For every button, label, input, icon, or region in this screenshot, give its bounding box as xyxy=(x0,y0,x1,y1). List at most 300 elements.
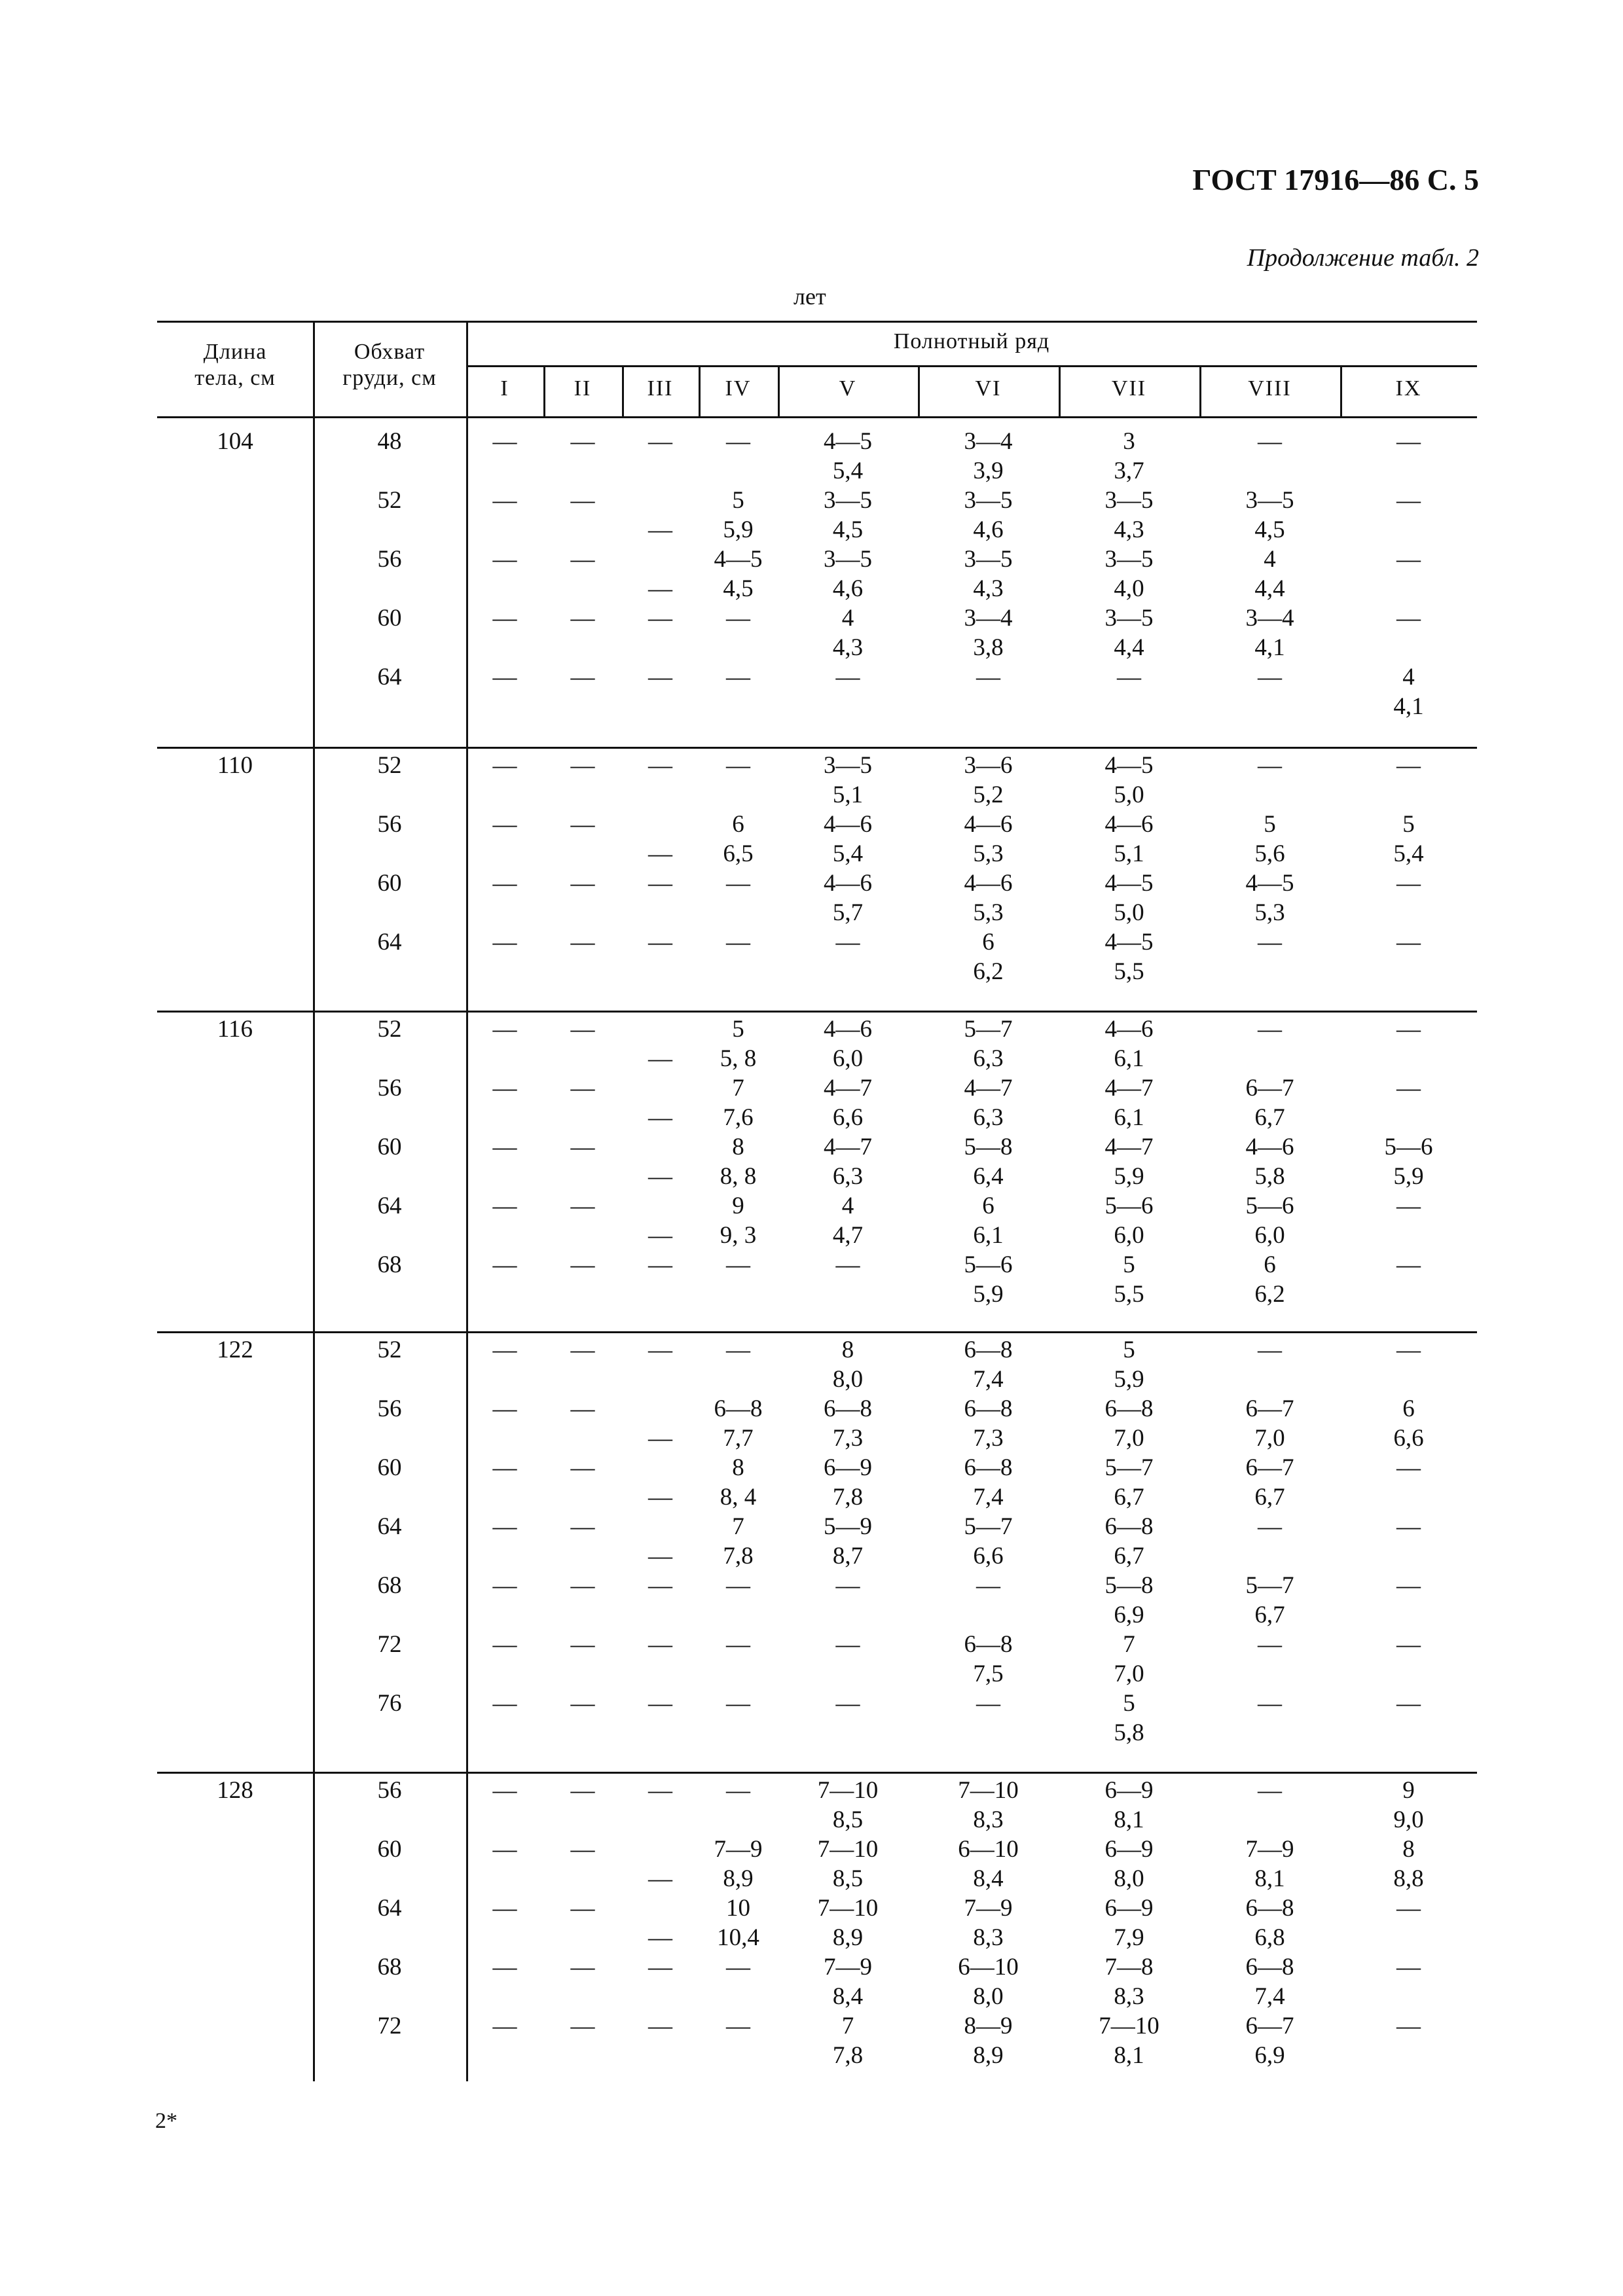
cell-VIII-line: 5,8 xyxy=(1254,1163,1285,1190)
cell-IX-line: — xyxy=(1396,1690,1421,1717)
cell-VII-line: 5,8 xyxy=(1114,1719,1144,1746)
chest-value: 72 xyxy=(377,1631,402,1658)
cell-IX-line: — xyxy=(1396,1336,1421,1363)
col-header-body-length-line: тела, см xyxy=(194,366,276,390)
cell-V-line: 7 xyxy=(841,2013,854,2039)
cell-II-line: — xyxy=(570,1016,595,1043)
chest-value: 60 xyxy=(377,1134,402,1160)
cell-VII-line: 3,7 xyxy=(1114,457,1144,484)
cell-V-line: 4—7 xyxy=(824,1075,872,1102)
col-header-body-length-line: Длина xyxy=(203,340,267,364)
cell-IV-line: — xyxy=(726,1572,750,1599)
cell-V-line: 6,3 xyxy=(832,1163,864,1190)
cell-I-line: — xyxy=(492,1336,517,1363)
cell-IV-line: 4—5 xyxy=(714,546,763,573)
cell-VIII-line: 3—4 xyxy=(1245,605,1294,632)
cell-VI-line: 6,3 xyxy=(973,1104,1004,1131)
cell-VI-line: 6,1 xyxy=(973,1222,1004,1249)
table-top-rule xyxy=(157,321,1477,323)
col-header-chest-line: груди, см xyxy=(342,366,437,390)
cell-IV-line: 8, 4 xyxy=(720,1484,757,1511)
cell-IX-line: 9 xyxy=(1402,1777,1415,1804)
cell-VIII-line: 6—7 xyxy=(1245,2013,1294,2039)
cell-V-line: 3—5 xyxy=(824,487,872,514)
cell-VIII-line: 4,1 xyxy=(1254,634,1285,661)
cell-V-line: 7—10 xyxy=(817,1777,879,1804)
series-header-V: V xyxy=(839,376,857,401)
cell-VIII-line: 6—8 xyxy=(1245,1895,1294,1922)
cell-IV-line: — xyxy=(726,929,750,956)
cell-IV-line: — xyxy=(726,1631,750,1658)
col-header-fullness-series: Полнотный ряд xyxy=(893,329,1050,353)
series-header-II: II xyxy=(574,376,592,401)
cell-V-line: 4—6 xyxy=(824,1016,872,1043)
cell-V-line: — xyxy=(835,1631,860,1658)
cell-VII-line: 4,0 xyxy=(1114,575,1144,602)
page-header-title: ГОСТ 17916—86 С. 5 xyxy=(1192,163,1479,196)
cell-VI-line: 6—10 xyxy=(958,1836,1019,1863)
age-caption: лет xyxy=(793,283,826,310)
cell-IV-line: — xyxy=(726,2013,750,2039)
cell-VIII-line: — xyxy=(1258,664,1282,691)
cell-VII-line: 6,9 xyxy=(1114,1602,1144,1628)
cell-I-line: — xyxy=(492,1134,517,1160)
cell-VI-line: — xyxy=(976,664,1000,691)
cell-II-line: — xyxy=(570,1075,595,1102)
cell-VII-line: 4,4 xyxy=(1114,634,1144,661)
cell-V-line: 4—6 xyxy=(824,870,872,897)
cell-VI-line: 6,2 xyxy=(973,958,1004,985)
cell-IV-line: — xyxy=(726,664,750,691)
cell-VII-line: 6—9 xyxy=(1104,1895,1154,1922)
cell-VIII-line: 7,4 xyxy=(1254,1983,1285,2010)
cell-II-line: — xyxy=(570,605,595,632)
cell-VII-line: 6,1 xyxy=(1114,1045,1144,1072)
cell-III-line: — xyxy=(648,1045,672,1072)
cell-V-line: 6—8 xyxy=(824,1395,872,1422)
cell-II-line: — xyxy=(570,811,595,838)
cell-VII-line: 6,1 xyxy=(1114,1104,1144,1131)
cell-VI-line: 5—8 xyxy=(964,1134,1013,1160)
cell-I-line: — xyxy=(492,811,517,838)
cell-IV-line: — xyxy=(726,752,750,779)
cell-VIII-line: 5,3 xyxy=(1254,899,1285,926)
cell-VI-line: 6,4 xyxy=(973,1163,1004,1190)
group-divider xyxy=(466,418,468,742)
cell-II-line: — xyxy=(570,1395,595,1422)
chest-value: 52 xyxy=(377,752,402,779)
cell-VII-line: 5,9 xyxy=(1114,1163,1144,1190)
cell-VIII-line: — xyxy=(1258,1777,1282,1804)
cell-VIII-line: 5—7 xyxy=(1245,1572,1294,1599)
cell-VII-line: 5,5 xyxy=(1114,958,1144,985)
cell-I-line: — xyxy=(492,1251,517,1278)
group-separator-rule xyxy=(157,747,1477,749)
cell-I-line: — xyxy=(492,752,517,779)
cell-VI-line: 4,6 xyxy=(973,516,1004,543)
cell-VI-line: 8,3 xyxy=(973,1806,1004,1833)
cell-IV-line: 5, 8 xyxy=(720,1045,757,1072)
cell-VII-line: 6,7 xyxy=(1114,1543,1144,1570)
chest-value: 72 xyxy=(377,2013,402,2039)
page-footer-mark: 2* xyxy=(155,2109,177,2133)
series-header-VI: VI xyxy=(975,376,1002,401)
cell-IV-line: 10 xyxy=(726,1895,750,1922)
cell-VII-line: 4,3 xyxy=(1114,516,1144,543)
cell-VI-line: 5—6 xyxy=(964,1251,1013,1278)
cell-VII-line: 5 xyxy=(1123,1690,1135,1717)
cell-VI-line: 5,3 xyxy=(973,840,1004,867)
cell-IV-line: 7,6 xyxy=(723,1104,754,1131)
cell-VI-line: 3,9 xyxy=(973,457,1004,484)
cell-VII-line: 7 xyxy=(1123,1631,1135,1658)
chest-value: 56 xyxy=(377,811,402,838)
cell-II-line: — xyxy=(570,1777,595,1804)
cell-VIII-line: 6—7 xyxy=(1245,1075,1294,1102)
cell-VII-line: 6,0 xyxy=(1114,1222,1144,1249)
cell-VII-line: 4—7 xyxy=(1104,1075,1154,1102)
cell-VII-line: 8,3 xyxy=(1114,1983,1144,2010)
cell-VII-line: 6—9 xyxy=(1104,1777,1154,1804)
cell-IX-line: 8,8 xyxy=(1393,1865,1424,1892)
cell-II-line: — xyxy=(570,664,595,691)
cell-VIII-line: — xyxy=(1258,1631,1282,1658)
cell-VII-line: 7,0 xyxy=(1114,1660,1144,1687)
cell-VI-line: 7—9 xyxy=(964,1895,1013,1922)
cell-V-line: 7—10 xyxy=(817,1836,879,1863)
cell-VI-line: 6—8 xyxy=(964,1395,1013,1422)
cell-VI-line: 6,6 xyxy=(973,1543,1004,1570)
chest-value: 68 xyxy=(377,1251,402,1278)
cell-IV-line: — xyxy=(726,1251,750,1278)
cell-V-line: 7—10 xyxy=(817,1895,879,1922)
cell-VIII-line: 6,8 xyxy=(1254,1924,1285,1951)
cell-VII-line: 6—8 xyxy=(1104,1395,1154,1422)
cell-V-line: 8,9 xyxy=(832,1924,864,1951)
body-length-value: 104 xyxy=(217,428,253,455)
cell-VIII-line: 4,5 xyxy=(1254,516,1285,543)
cell-V-line: 8,5 xyxy=(832,1806,864,1833)
cell-VII-line: 8,1 xyxy=(1114,2042,1144,2069)
cell-III-line: — xyxy=(648,1543,672,1570)
cell-V-line: — xyxy=(835,1251,860,1278)
cell-VIII-line: 6—7 xyxy=(1245,1454,1294,1481)
header-sub-rule xyxy=(466,365,1477,367)
cell-IX-line: 9,0 xyxy=(1393,1806,1424,1833)
cell-V-line: 7,8 xyxy=(832,2042,864,2069)
cell-IV-line: 8, 8 xyxy=(720,1163,757,1190)
cell-III-line: — xyxy=(648,1104,672,1131)
cell-I-line: — xyxy=(492,1895,517,1922)
cell-IV-line: 7 xyxy=(732,1513,744,1540)
cell-IX-line: — xyxy=(1396,1251,1421,1278)
cell-II-line: — xyxy=(570,1572,595,1599)
cell-III-line: — xyxy=(648,1865,672,1892)
cell-III-line: — xyxy=(648,1484,672,1511)
cell-IX-line: — xyxy=(1396,929,1421,956)
body-length-value: 128 xyxy=(217,1777,253,1804)
cell-I-line: — xyxy=(492,1777,517,1804)
cell-IV-line: — xyxy=(726,1954,750,1981)
cell-IX-line: — xyxy=(1396,605,1421,632)
cell-VIII-line: 6,7 xyxy=(1254,1602,1285,1628)
cell-IV-line: 7 xyxy=(732,1075,744,1102)
chest-value: 52 xyxy=(377,487,402,514)
cell-IV-line: 6 xyxy=(732,811,744,838)
cell-V-line: 7,3 xyxy=(832,1425,864,1452)
cell-IV-line: 10,4 xyxy=(717,1924,759,1951)
cell-VII-line: 3—5 xyxy=(1104,546,1154,573)
cell-IV-line: 6,5 xyxy=(723,840,754,867)
cell-IX-line: — xyxy=(1396,428,1421,455)
cell-II-line: — xyxy=(570,487,595,514)
chest-value: 64 xyxy=(377,1895,402,1922)
cell-V-line: 4—7 xyxy=(824,1134,872,1160)
cell-I-line: — xyxy=(492,1954,517,1981)
chest-value: 52 xyxy=(377,1016,402,1043)
col-header-body-length xyxy=(157,339,313,391)
chest-value: 64 xyxy=(377,1193,402,1219)
cell-III-line: — xyxy=(648,575,672,602)
cell-IV-line: 6—8 xyxy=(714,1395,763,1422)
cell-V-line: 7—9 xyxy=(824,1954,872,1981)
cell-VII-line: 5—8 xyxy=(1104,1572,1154,1599)
cell-V-line: 5,1 xyxy=(832,781,864,808)
cell-IX-line: — xyxy=(1396,1193,1421,1219)
cell-IX-line: 5 xyxy=(1402,811,1415,838)
cell-V-line: 8,4 xyxy=(832,1983,864,2010)
group-separator-rule xyxy=(157,1331,1477,1333)
cell-IX-line: — xyxy=(1396,1631,1421,1658)
cell-VIII-line: 6,7 xyxy=(1254,1104,1285,1131)
cell-V-line: 8 xyxy=(841,1336,854,1363)
cell-IX-line: — xyxy=(1396,1954,1421,1981)
cell-V-line: 4,7 xyxy=(832,1222,864,1249)
cell-III-line: — xyxy=(648,2013,672,2039)
cell-IX-line: 6 xyxy=(1402,1395,1415,1422)
cell-V-line: 5,4 xyxy=(832,840,864,867)
chest-value: 60 xyxy=(377,605,402,632)
cell-V-line: 7,8 xyxy=(832,1484,864,1511)
cell-II-line: — xyxy=(570,870,595,897)
cell-VI-line: 7,4 xyxy=(973,1366,1004,1393)
cell-II-line: — xyxy=(570,929,595,956)
cell-V-line: 4 xyxy=(841,1193,854,1219)
cell-III-line: — xyxy=(648,1777,672,1804)
cell-III-line: — xyxy=(648,1425,672,1452)
cell-VI-line: 3,8 xyxy=(973,634,1004,661)
cell-VIII-line: 6—8 xyxy=(1245,1954,1294,1981)
cell-VIII-line: 6,0 xyxy=(1254,1222,1285,1249)
cell-VI-line: 8,9 xyxy=(973,2042,1004,2069)
cell-III-line: — xyxy=(648,1924,672,1951)
cell-VIII-line: — xyxy=(1258,1513,1282,1540)
cell-VI-line: 7,4 xyxy=(973,1484,1004,1511)
chest-value: 56 xyxy=(377,1777,402,1804)
cell-VIII-line: 4—6 xyxy=(1245,1134,1294,1160)
chest-value: 64 xyxy=(377,929,402,956)
cell-VI-line: 3—4 xyxy=(964,428,1013,455)
cell-VIII-line: — xyxy=(1258,428,1282,455)
cell-V-line: 3—5 xyxy=(824,546,872,573)
cell-VII-line: 6—9 xyxy=(1104,1836,1154,1863)
cell-IX-line: — xyxy=(1396,752,1421,779)
cell-I-line: — xyxy=(492,1075,517,1102)
cell-VIII-line: 6,2 xyxy=(1254,1281,1285,1308)
cell-V-line: 4,5 xyxy=(832,516,864,543)
cell-II-line: — xyxy=(570,1251,595,1278)
cell-VIII-line: 8,1 xyxy=(1254,1865,1285,1892)
chest-value: 68 xyxy=(377,1954,402,1981)
cell-II-line: — xyxy=(570,1336,595,1363)
cell-V-line: 4 xyxy=(841,605,854,632)
cell-VI-line: 6 xyxy=(982,1193,994,1219)
cell-I-line: — xyxy=(492,1454,517,1481)
cell-VI-line: 5—7 xyxy=(964,1016,1013,1043)
cell-V-line: 8,7 xyxy=(832,1543,864,1570)
chest-value: 48 xyxy=(377,428,402,455)
cell-VII-line: 7—8 xyxy=(1104,1954,1154,1981)
series-header-III: III xyxy=(647,376,674,401)
cell-VI-line: 5—7 xyxy=(964,1513,1013,1540)
cell-III-line: — xyxy=(648,516,672,543)
cell-VI-line: 6,3 xyxy=(973,1045,1004,1072)
cell-VII-line: 4—5 xyxy=(1104,870,1154,897)
cell-VII-line: 3—5 xyxy=(1104,605,1154,632)
cell-VIII-line: 7—9 xyxy=(1245,1836,1294,1863)
cell-VI-line: 4—6 xyxy=(964,870,1013,897)
chest-value: 76 xyxy=(377,1690,402,1717)
cell-VII-line: 4—6 xyxy=(1104,811,1154,838)
cell-IV-line: — xyxy=(726,428,750,455)
cell-VII-line: 6,7 xyxy=(1114,1484,1144,1511)
cell-III-line: — xyxy=(648,605,672,632)
cell-I-line: — xyxy=(492,664,517,691)
cell-VI-line: 8,3 xyxy=(973,1924,1004,1951)
cell-VIII-line: — xyxy=(1258,1016,1282,1043)
cell-V-line: 6,0 xyxy=(832,1045,864,1072)
series-header-I: I xyxy=(500,376,509,401)
cell-V-line: 5—9 xyxy=(824,1513,872,1540)
chest-value: 56 xyxy=(377,1395,402,1422)
chest-value: 56 xyxy=(377,1075,402,1102)
cell-III-line: — xyxy=(648,664,672,691)
cell-VIII-line: — xyxy=(1258,1690,1282,1717)
cell-III-line: — xyxy=(648,840,672,867)
cell-III-line: — xyxy=(648,1631,672,1658)
cell-IX-line: — xyxy=(1396,870,1421,897)
cell-V-line: 6,6 xyxy=(832,1104,864,1131)
cell-IV-line: — xyxy=(726,870,750,897)
cell-II-line: — xyxy=(570,2013,595,2039)
cell-VIII-line: — xyxy=(1258,1336,1282,1363)
chest-value: 60 xyxy=(377,1836,402,1863)
cell-IV-line: 9, 3 xyxy=(720,1222,757,1249)
cell-III-line: — xyxy=(648,428,672,455)
cell-VII-line: 3—5 xyxy=(1104,487,1154,514)
cell-III-line: — xyxy=(648,752,672,779)
cell-VI-line: 4—7 xyxy=(964,1075,1013,1102)
cell-VI-line: 6—8 xyxy=(964,1454,1013,1481)
cell-IX-line: 5,9 xyxy=(1393,1163,1424,1190)
cell-IV-line: 9 xyxy=(732,1193,744,1219)
cell-I-line: — xyxy=(492,1572,517,1599)
cell-VII-line: 6—8 xyxy=(1104,1513,1154,1540)
cell-III-line: — xyxy=(648,1690,672,1717)
chest-value: 52 xyxy=(377,1336,402,1363)
cell-IX-line: 6,6 xyxy=(1393,1425,1424,1452)
cell-V-line: — xyxy=(835,1572,860,1599)
cell-VIII-line: 5,6 xyxy=(1254,840,1285,867)
cell-IV-line: 7,8 xyxy=(723,1543,754,1570)
cell-VII-line: 8,1 xyxy=(1114,1806,1144,1833)
cell-I-line: — xyxy=(492,1395,517,1422)
cell-VI-line: — xyxy=(976,1690,1000,1717)
cell-IX-line: 8 xyxy=(1402,1836,1415,1863)
cell-II-line: — xyxy=(570,546,595,573)
cell-I-line: — xyxy=(492,870,517,897)
cell-IX-line: — xyxy=(1396,546,1421,573)
cell-IX-line: 4,1 xyxy=(1393,693,1424,720)
cell-VIII-line: 6,7 xyxy=(1254,1484,1285,1511)
cell-VII-line: 7—10 xyxy=(1099,2013,1159,2039)
cell-IV-line: — xyxy=(726,1777,750,1804)
series-header-IX: IX xyxy=(1395,376,1422,401)
cell-II-line: — xyxy=(570,1454,595,1481)
cell-IX-line: — xyxy=(1396,1513,1421,1540)
cell-VI-line: 3—4 xyxy=(964,605,1013,632)
cell-III-line: — xyxy=(648,1336,672,1363)
cell-VII-line: 7,0 xyxy=(1114,1425,1144,1452)
cell-VI-line: 7,5 xyxy=(973,1660,1004,1687)
cell-IX-line: — xyxy=(1396,1454,1421,1481)
cell-VIII-line: 5 xyxy=(1264,811,1276,838)
cell-VI-line: 8,0 xyxy=(973,1983,1004,2010)
cell-I-line: — xyxy=(492,428,517,455)
cell-IX-line: — xyxy=(1396,487,1421,514)
chest-value: 56 xyxy=(377,546,402,573)
cell-II-line: — xyxy=(570,428,595,455)
cell-VII-line: 5,0 xyxy=(1114,899,1144,926)
cell-VII-line: 8,0 xyxy=(1114,1865,1144,1892)
cell-I-line: — xyxy=(492,1836,517,1863)
cell-V-line: 3—5 xyxy=(824,752,872,779)
cell-V-line: 4,3 xyxy=(832,634,864,661)
cell-II-line: — xyxy=(570,1836,595,1863)
cell-IV-line: 7,7 xyxy=(723,1425,754,1452)
cell-VI-line: 4,3 xyxy=(973,575,1004,602)
cell-III-line: — xyxy=(648,1251,672,1278)
cell-VIII-line: 6 xyxy=(1264,1251,1276,1278)
cell-VII-line: 5,0 xyxy=(1114,781,1144,808)
chest-value: 60 xyxy=(377,870,402,897)
cell-VII-line: 5 xyxy=(1123,1251,1135,1278)
cell-VII-line: 4—5 xyxy=(1104,752,1154,779)
cell-V-line: 5,4 xyxy=(832,457,864,484)
cell-III-line: — xyxy=(648,1954,672,1981)
cell-III-line: — xyxy=(648,1572,672,1599)
chest-value: 64 xyxy=(377,664,402,691)
cell-VII-line: 4—5 xyxy=(1104,929,1154,956)
cell-VIII-line: 6,9 xyxy=(1254,2042,1285,2069)
cell-VIII-line: 4—5 xyxy=(1245,870,1294,897)
cell-IV-line: 5 xyxy=(732,487,744,514)
cell-IV-line: 7—9 xyxy=(714,1836,763,1863)
cell-VI-line: 8,4 xyxy=(973,1865,1004,1892)
cell-IX-line: — xyxy=(1396,1075,1421,1102)
cell-VII-line: 5,5 xyxy=(1114,1281,1144,1308)
cell-VII-line: 4—6 xyxy=(1104,1016,1154,1043)
